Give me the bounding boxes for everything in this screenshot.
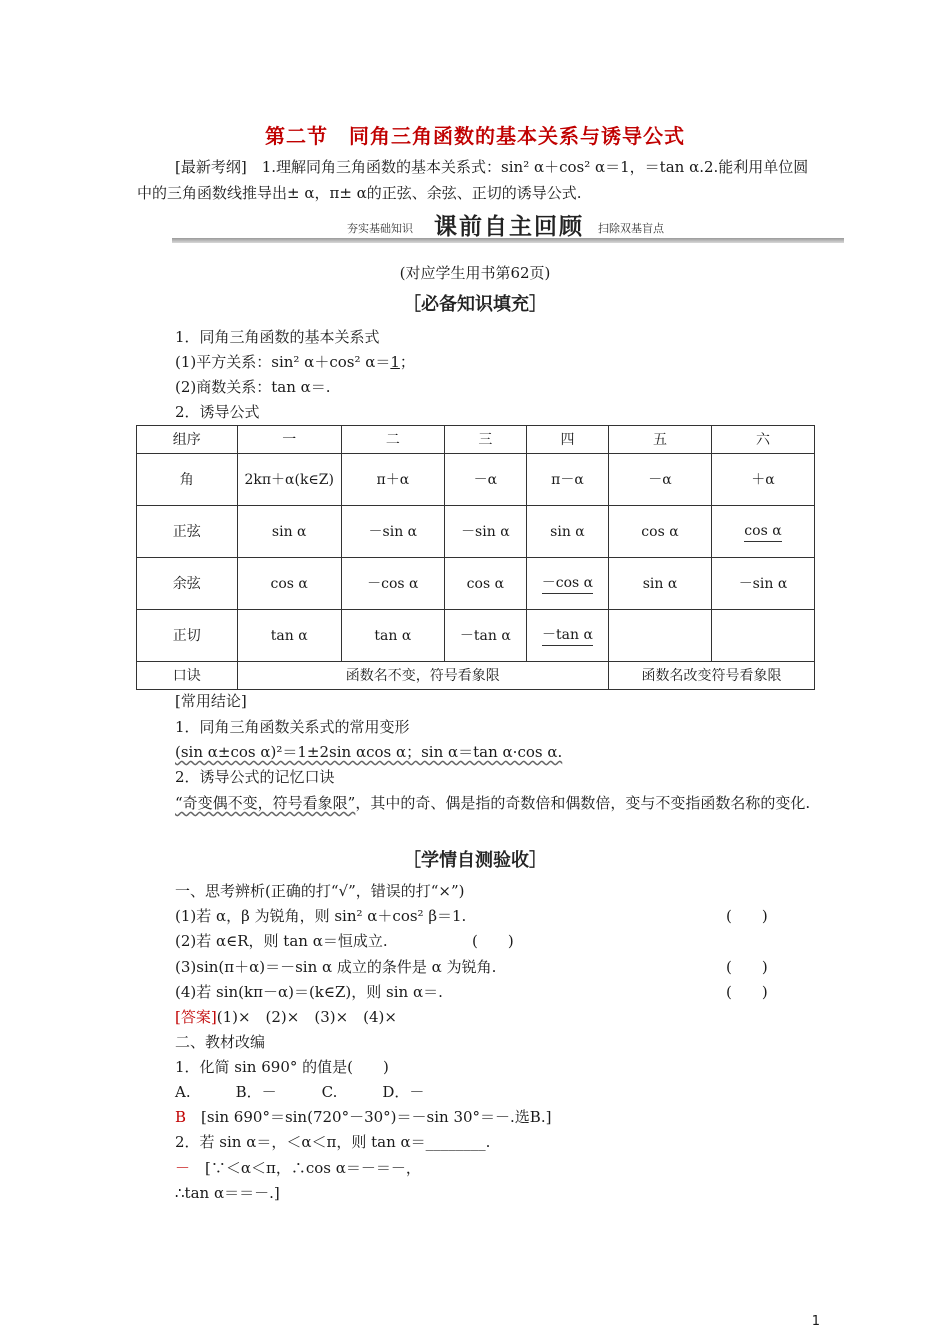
common-1-formula: (sin α±cos α)²＝1±2sin αcos α；sin α＝tan α·cos α. <box>175 743 563 761</box>
q2-answer-text-1: [∵＜α＜π，∴cos α＝－＝－， <box>190 1159 421 1177</box>
banner-left: 夯实基础知识 <box>347 222 413 235</box>
table-cell: cos α <box>237 558 341 610</box>
table-cell: tan α <box>237 610 341 662</box>
table-cell: cos α <box>444 558 526 610</box>
knowledge-1a <box>175 351 415 372</box>
answer-text: (1)× (2)× (3)× (4)× <box>216 1008 397 1026</box>
textbook-intro: 二、教材改编 <box>175 1033 266 1051</box>
answer-fill: －cos α <box>542 573 593 594</box>
table-cell: sin α <box>526 506 608 558</box>
answer-label: [答案] <box>175 1008 217 1026</box>
table-cell <box>526 558 608 610</box>
page-reference: (对应学生用书第62页) <box>399 264 551 282</box>
syllabus-text: 1.理解同角三角函数的基本关系式：sin² α＋cos² α＝1，＝tan α.2.能利用单位圆中的三角函数线推导出± α，π± α的正弦、余弦、正切的诱导公式. <box>137 158 809 202</box>
table-cell: 正弦 <box>137 506 238 558</box>
table-cell: 五 <box>609 426 712 454</box>
knowledge-1a-tail: ； <box>399 353 415 371</box>
knowledge-1a-text: (1)平方关系：sin² α＋cos² α＝ <box>175 353 391 371</box>
question-2-paren: ( ) <box>472 932 514 950</box>
table-cell: 四 <box>526 426 608 454</box>
page-number: 1 <box>811 1314 820 1329</box>
question-3-paren: ( ) <box>726 958 768 976</box>
mnemonic-text: ，其中的奇、偶是指的奇数倍和偶数倍，变与不变指函数名称的变化. <box>355 794 811 812</box>
section-heading-knowledge: ［必备知识填充］ <box>403 294 547 315</box>
textbook-q1-options: A. B．－ C. D．－ <box>175 1083 425 1101</box>
textbook-q2: 2．若 sin α＝，＜α＜π，则 tan α＝________. <box>175 1133 491 1151</box>
question-2: (2)若 α∈R，则 tan α＝恒成立. <box>175 932 388 950</box>
table-cell: 二 <box>341 426 444 454</box>
q1-answer-letter: B <box>175 1108 187 1126</box>
table-cell: －cos α <box>341 558 444 610</box>
banner-main: 课前自主回顾 <box>434 214 584 240</box>
q1-answer-text: [sin 690°＝sin(720°－30°)＝－sin 30°＝－.选B.] <box>186 1108 552 1126</box>
section-heading-selftest: ［学情自测验收］ <box>403 850 547 871</box>
table-cell <box>711 506 814 558</box>
common-1: 1．同角三角函数关系式的常用变形 <box>175 718 410 736</box>
table-cell: ＋α <box>711 454 814 506</box>
table-cell: π＋α <box>341 454 444 506</box>
table-cell: －α <box>444 454 526 506</box>
table-cell: 组序 <box>137 426 238 454</box>
common-label: [常用结论] <box>175 692 247 710</box>
table-cell <box>526 610 608 662</box>
table-row <box>137 662 815 690</box>
textbook-q2-answer-2: ∴tan α＝＝－.] <box>175 1184 280 1202</box>
table-cell: －sin α <box>444 506 526 558</box>
knowledge-1: 1．同角三角函数的基本关系式 <box>175 328 380 346</box>
table-cell: cos α <box>609 506 712 558</box>
question-1: (1)若 α，β 为锐角，则 sin² α＋cos² β＝1. <box>175 907 467 925</box>
section-banner <box>172 208 844 248</box>
mnemonic-quote: “奇变偶不变，符号看象限” <box>175 794 356 812</box>
answer-fill: －tan α <box>542 625 593 646</box>
table-row <box>137 558 815 610</box>
q2-answer-mark: － <box>175 1159 191 1177</box>
induction-formula-table <box>136 425 815 690</box>
table-cell: tan α <box>341 610 444 662</box>
table-cell: 函数名改变符号看象限 <box>609 662 815 690</box>
table-row <box>137 506 815 558</box>
common-2: 2．诱导公式的记忆口诀 <box>175 768 335 786</box>
table-cell <box>609 610 712 662</box>
knowledge-1a-answer: 1 <box>390 353 400 371</box>
table-cell: －α <box>609 454 712 506</box>
textbook-q2-answer <box>175 1157 421 1178</box>
table-cell: 角 <box>137 454 238 506</box>
common-2-paragraph <box>137 790 817 816</box>
table-row <box>137 454 815 506</box>
banner-right: 扫除双基盲点 <box>598 222 664 235</box>
page-title: 第二节 同角三角函数的基本关系与诱导公式 <box>265 124 685 148</box>
answer-fill: cos α <box>744 521 781 542</box>
table-cell: 函数名不变，符号看象限 <box>237 662 608 690</box>
table-cell: 一 <box>237 426 341 454</box>
answer-line <box>175 1006 397 1027</box>
table-cell: 三 <box>444 426 526 454</box>
question-4: (4)若 sin(kπ－α)＝(k∈Z)，则 sin α＝. <box>175 983 443 1001</box>
syllabus-label: [最新考纲] <box>175 158 247 176</box>
question-1-paren: ( ) <box>726 907 768 925</box>
question-3: (3)sin(π＋α)＝－sin α 成立的条件是 α 为锐角. <box>175 958 497 976</box>
table-cell: sin α <box>609 558 712 610</box>
knowledge-1b: (2)商数关系：tan α＝. <box>175 378 331 396</box>
knowledge-2: 2．诱导公式 <box>175 403 260 421</box>
table-cell: 2kπ＋α(k∈Z) <box>237 454 341 506</box>
table-cell: sin α <box>237 506 341 558</box>
table-cell: －sin α <box>711 558 814 610</box>
question-intro: 一、思考辨析(正确的打“√”，错误的打“×”) <box>175 882 465 900</box>
table-cell: 余弦 <box>137 558 238 610</box>
textbook-q1-answer <box>175 1106 551 1127</box>
table-cell: －tan α <box>444 610 526 662</box>
textbook-q1: 1．化简 sin 690° 的值是( ) <box>175 1058 389 1076</box>
table-cell: －sin α <box>341 506 444 558</box>
table-row <box>137 610 815 662</box>
table-cell: 六 <box>711 426 814 454</box>
table-row <box>137 426 815 454</box>
question-4-paren: ( ) <box>726 983 768 1001</box>
table-cell <box>711 610 814 662</box>
table-cell: 口诀 <box>137 662 238 690</box>
table-cell: 正切 <box>137 610 238 662</box>
syllabus-paragraph <box>137 154 817 206</box>
table-cell: π－α <box>526 454 608 506</box>
